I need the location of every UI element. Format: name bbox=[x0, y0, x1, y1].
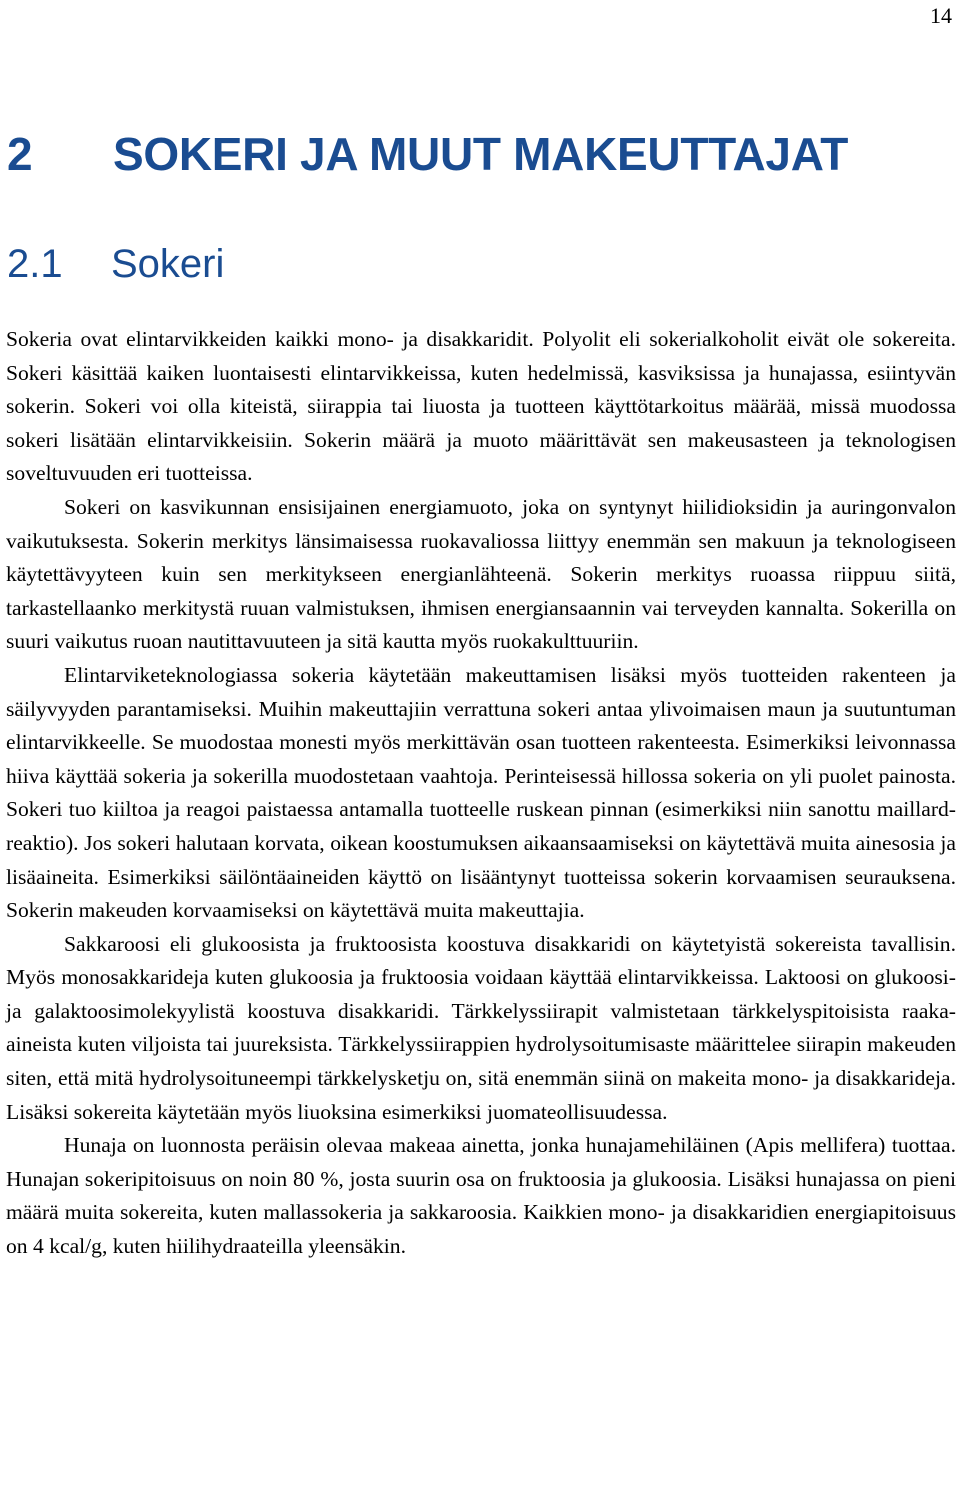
chapter-number: 2 bbox=[7, 128, 33, 180]
section-heading bbox=[7, 238, 224, 290]
paragraph: Sakkaroosi eli glukoosista ja fruktoosista koostuva disakkaridi on käytetyistä sokereista tavallisin. Myös monosakkarideja kuten glukoosia ja fruktoosia voidaan käyttää elintarvikkeissa. Laktoosi on glukoosi- ja galaktoosimolekyylistä koostuva disakkaridi. Tärkkelyssiirapit valmistetaan tärkkelyspitoisista raaka-aineista kuten viljoista tai juureksista. Tärkkelyssiirappien hydrolysoitumisaste määrittelee siirapin makeuden siten, että mitä hydrolysoituneempi tärkkelysketju on, sitä enemmän siinä on makeita mono- ja disakkarideja. Lisäksi sokereita käytetään myös liuoksina esimerkiksi juomateollisuudessa. bbox=[6, 931, 956, 1124]
body-text bbox=[6, 323, 956, 1264]
page-number: 14 bbox=[930, 3, 952, 28]
paragraph: Elintarviketeknologiassa sokeria käytetään makeuttamisen lisäksi myös tuotteiden rakenteen ja säilyvyyden parantamiseksi. Muihin makeuttajiin verrattuna sokeri antaa ylivoimaisen maun ja suutuntuman elintarvikkeelle. Se muodostaa monesti myös merkittävän osan tuotteen rakenteesta. Esimerkiksi leivonnassa hiiva käyttää sokeria ja sokerilla muodostetaan vaahtoja. Perinteisessä hillossa sokeria on yli puolet painosta. Sokeri tuo kiiltoa ja reagoi paistaessa antamalla tuotteelle ruskean pinnan (esimerkiksi niin sanottu maillard-reaktio). Jos sokeri halutaan korvata, oikean koostumuksen aikaansaamiseksi on käytettävä muita ainesosia ja lisäaineita. Esimerkiksi säilöntäaineiden käyttö on lisääntynyt tuotteissa sokerin korvaamisen seurauksena. Sokerin makeuden korvaamiseksi on käytettävä muita makeuttajia. bbox=[6, 662, 956, 923]
chapter-heading bbox=[7, 126, 848, 182]
paragraph: Sokeria ovat elintarvikkeiden kaikki mono- ja disakkaridit. Polyolit eli sokerialkoholit eivät ole sokereita. Sokeri käsittää kaiken luontaisesti elintarvikkeissa, kuten hedelmissä, kasviksissa ja hunajassa, esiintyvän sokerin. Sokeri voi olla kiteistä, siirappia tai liuosta ja tuotteen käyttötarkoitus määrää, missä muodossa sokeri lisätään elintarvikkeisiin. Sokerin määrä ja muoto määrittävät sen makeusasteen ja teknologisen soveltuvuuden eri tuotteissa. bbox=[6, 327, 956, 486]
paragraph: Hunaja on luonnosta peräisin olevaa makeaa ainetta, jonka hunajamehiläinen (Apis mellifera) tuottaa. Hunajan sokeripitoisuus on noin 80 %, josta suurin osa on fruktoosia ja glukoosia. Lisäksi hunajassa on pieni määrä muita sokereita, kuten mallassokeria ja sakkaroosia. Kaikkien mono- ja disakkaridien energiapitoisuus on 4 kcal/g, kuten hiilihydraateilla yleensäkin. bbox=[6, 1133, 956, 1259]
chapter-title: SOKERI JA MUUT MAKEUTTAJAT bbox=[113, 128, 849, 180]
paragraph: Sokeri on kasvikunnan ensisijainen energiamuoto, joka on syntynyt hiilidioksidin ja auringonvalon vaikutuksesta. Sokerin merkitys länsimaisessa ruokavaliossa liittyy enemmän sen makuun ja teknologiseen käytettävyyteen kuin sen merkitykseen energianlähteenä. Sokerin merkitys ruoassa riippuu siitä, tarkastellaanko merkitystä ruuan valmistuksen, ihmisen energiansaannin vai terveyden kannalta. Sokerilla on suuri vaikutus ruoan nautittavuuteen ja sitä kautta myös ruokakulttuuriin. bbox=[6, 494, 956, 654]
section-number: 2.1 bbox=[7, 242, 63, 286]
section-title: Sokeri bbox=[111, 242, 225, 286]
